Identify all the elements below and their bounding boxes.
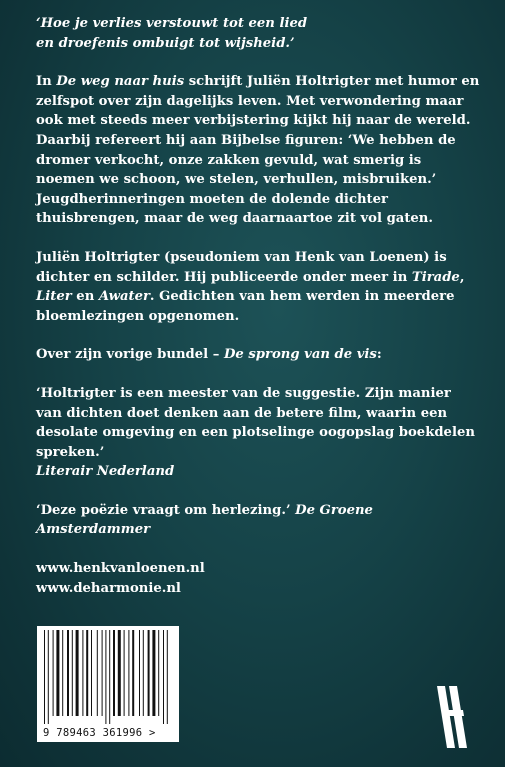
barcode-bar xyxy=(139,630,140,716)
previous-book-heading xyxy=(36,345,480,365)
barcode-bar xyxy=(113,630,115,716)
bio-text-end: . Gedichten van hem werden in meerdere bloemlezingen opgenomen. xyxy=(36,289,455,324)
review-2 xyxy=(36,501,480,540)
barcode-bar xyxy=(76,630,79,716)
previous-colon: : xyxy=(376,347,382,363)
blurb-paragraph xyxy=(36,72,480,229)
review-2-source: De Groene Amsterdammer xyxy=(36,502,373,538)
isbn-barcode xyxy=(37,626,179,742)
barcode-bar xyxy=(102,630,103,716)
review-1 xyxy=(36,384,480,482)
barcode-bar xyxy=(72,630,73,716)
barcode-bar xyxy=(86,630,88,716)
tagline-quote xyxy=(36,14,480,53)
barcode-bars xyxy=(42,630,174,724)
tagline-line-2: en droefenis ombuigt tot wijsheid.’ xyxy=(36,35,295,51)
previous-title: De sprong van de vis xyxy=(223,347,377,363)
bio-separator: , xyxy=(459,269,465,285)
barcode-bar xyxy=(152,630,155,716)
barcode-bar xyxy=(97,630,98,716)
barcode-bar xyxy=(48,630,49,724)
barcode-bar xyxy=(167,630,168,724)
barcode-bar xyxy=(124,630,125,716)
back-cover-text xyxy=(36,14,480,598)
blurb-body: schrijft Juliën Holtrigter met humor en zelfspot over zijn dagelijks leven. Met verwondering maar ook met steeds meer verbijstering kijkt hij naar de wereld. Daarbij refereert hij aan Bijbelse figuren: ‘We hebben de dromer verkocht, onze zakken gevuld, wat smerig is noemen we schoon, we stelen, verhullen, misbruiken.’ Jeugdherinneringen moeten de dolende dichter thuisbrengen, maar de weg daarnaartoe zit vol gaten. xyxy=(36,74,480,227)
barcode-bar xyxy=(105,630,106,724)
bio-separator: en xyxy=(71,289,99,305)
blurb-intro: In xyxy=(36,74,57,90)
barcode-bar xyxy=(62,630,63,716)
barcode-bar xyxy=(53,630,54,716)
barcode-bar xyxy=(148,630,150,716)
barcode-bar xyxy=(158,630,159,716)
magazine-tirade: Tirade xyxy=(411,269,460,285)
barcode-bar xyxy=(82,630,83,716)
barcode-bar xyxy=(118,630,121,716)
isbn-number: 9 789463 361996 > xyxy=(43,727,156,739)
barcode-bar xyxy=(132,630,134,716)
book-title: De weg naar huis xyxy=(56,74,185,90)
website-publisher[interactable]: www.deharmonie.nl xyxy=(36,580,181,596)
barcode-bar xyxy=(128,630,129,716)
tagline-line-1: ‘Hoe je verlies verstouwt tot een lied xyxy=(36,16,308,31)
barcode-bar xyxy=(109,630,110,724)
website-links xyxy=(36,559,480,598)
magazine-liter: Liter xyxy=(36,289,72,305)
barcode-bar xyxy=(163,630,164,724)
barcode-bar xyxy=(56,630,59,716)
magazine-awater: Awater xyxy=(98,289,150,305)
barcode-bar xyxy=(143,630,144,716)
review-2-text: ‘Deze poëzie vraagt om herlezing.’ xyxy=(36,502,291,518)
author-bio xyxy=(36,248,480,326)
bio-text: Juliën Holtrigter (pseudoniem van Henk van Loenen) is dichter en schilder. Hij publiceerde onder meer in xyxy=(36,249,447,285)
review-1-text: ‘Holtrigter is een meester van de suggestie. Zijn manier van dichten doet denken aan de betere film, waarin een desolate omgeving en een plotselinge oogopslag boekdelen spreken.’ xyxy=(36,385,475,460)
barcode-bar xyxy=(44,630,45,724)
previous-label: Over zijn vorige bundel – xyxy=(36,347,224,363)
website-author[interactable]: www.henkvanloenen.nl xyxy=(36,561,205,577)
barcode-bar xyxy=(67,630,69,716)
barcode-bar xyxy=(91,630,92,716)
review-1-source: Literair Nederland xyxy=(36,464,175,480)
publisher-logo-icon xyxy=(433,684,473,750)
